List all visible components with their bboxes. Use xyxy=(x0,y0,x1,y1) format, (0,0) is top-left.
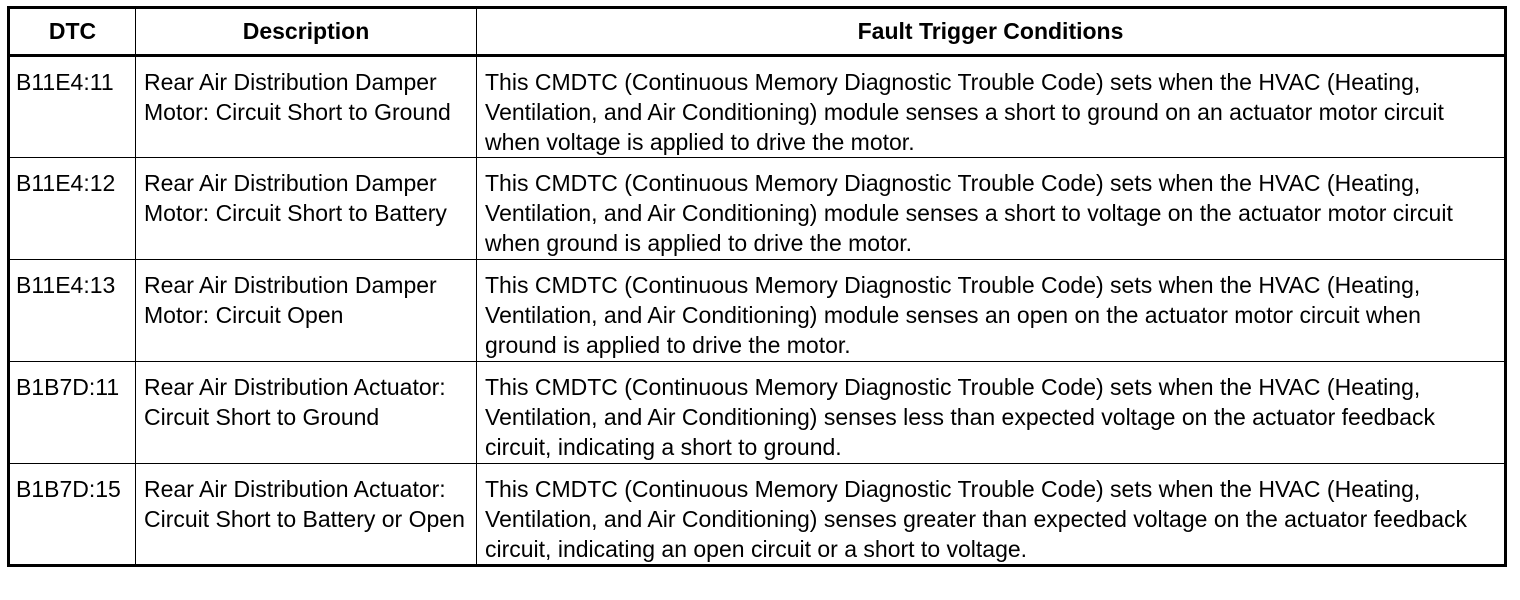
conditions-cell: This CMDTC (Continuous Memory Diagnostic Trouble Code) sets when the HVAC (Heating, Ventilation, and Air Conditioning) module senses a short to voltage on the actuator motor circuit when ground is applied to drive the motor. xyxy=(477,158,1506,260)
description-cell: Rear Air Distribution Damper Motor: Circuit Short to Ground xyxy=(136,56,477,158)
table-header-row xyxy=(9,8,1506,56)
table-row xyxy=(9,158,1506,260)
header-dtc: DTC xyxy=(9,8,136,56)
dtc-code-cell: B11E4:13 xyxy=(9,260,136,362)
conditions-cell: This CMDTC (Continuous Memory Diagnostic Trouble Code) sets when the HVAC (Heating, Ventilation, and Air Conditioning) senses less than expected voltage on the actuator feedback circuit, indicating a short to ground. xyxy=(477,362,1506,464)
conditions-cell: This CMDTC (Continuous Memory Diagnostic Trouble Code) sets when the HVAC (Heating, Ventilation, and Air Conditioning) module senses a short to ground on an actuator motor circuit when voltage is applied to drive the motor. xyxy=(477,56,1506,158)
table-row xyxy=(9,362,1506,464)
description-cell: Rear Air Distribution Damper Motor: Circuit Short to Battery xyxy=(136,158,477,260)
header-description: Description xyxy=(136,8,477,56)
dtc-code-cell: B1B7D:15 xyxy=(9,464,136,566)
dtc-code-cell: B1B7D:11 xyxy=(9,362,136,464)
description-cell: Rear Air Distribution Actuator: Circuit Short to Battery or Open xyxy=(136,464,477,566)
description-cell: Rear Air Distribution Actuator: Circuit Short to Ground xyxy=(136,362,477,464)
conditions-cell: This CMDTC (Continuous Memory Diagnostic Trouble Code) sets when the HVAC (Heating, Ventilation, and Air Conditioning) senses greater than expected voltage on the actuator feedback circuit, indicating an open circuit or a short to voltage. xyxy=(477,464,1506,566)
dtc-code-cell: B11E4:11 xyxy=(9,56,136,158)
conditions-cell: This CMDTC (Continuous Memory Diagnostic Trouble Code) sets when the HVAC (Heating, Ventilation, and Air Conditioning) module senses an open on the actuator motor circuit when ground is applied to drive the motor. xyxy=(477,260,1506,362)
header-fault-trigger-conditions: Fault Trigger Conditions xyxy=(477,8,1506,56)
dtc-code-cell: B11E4:12 xyxy=(9,158,136,260)
description-cell: Rear Air Distribution Damper Motor: Circuit Open xyxy=(136,260,477,362)
table-row xyxy=(9,464,1506,566)
table-row xyxy=(9,260,1506,362)
dtc-table xyxy=(7,6,1507,567)
table-row xyxy=(9,56,1506,158)
